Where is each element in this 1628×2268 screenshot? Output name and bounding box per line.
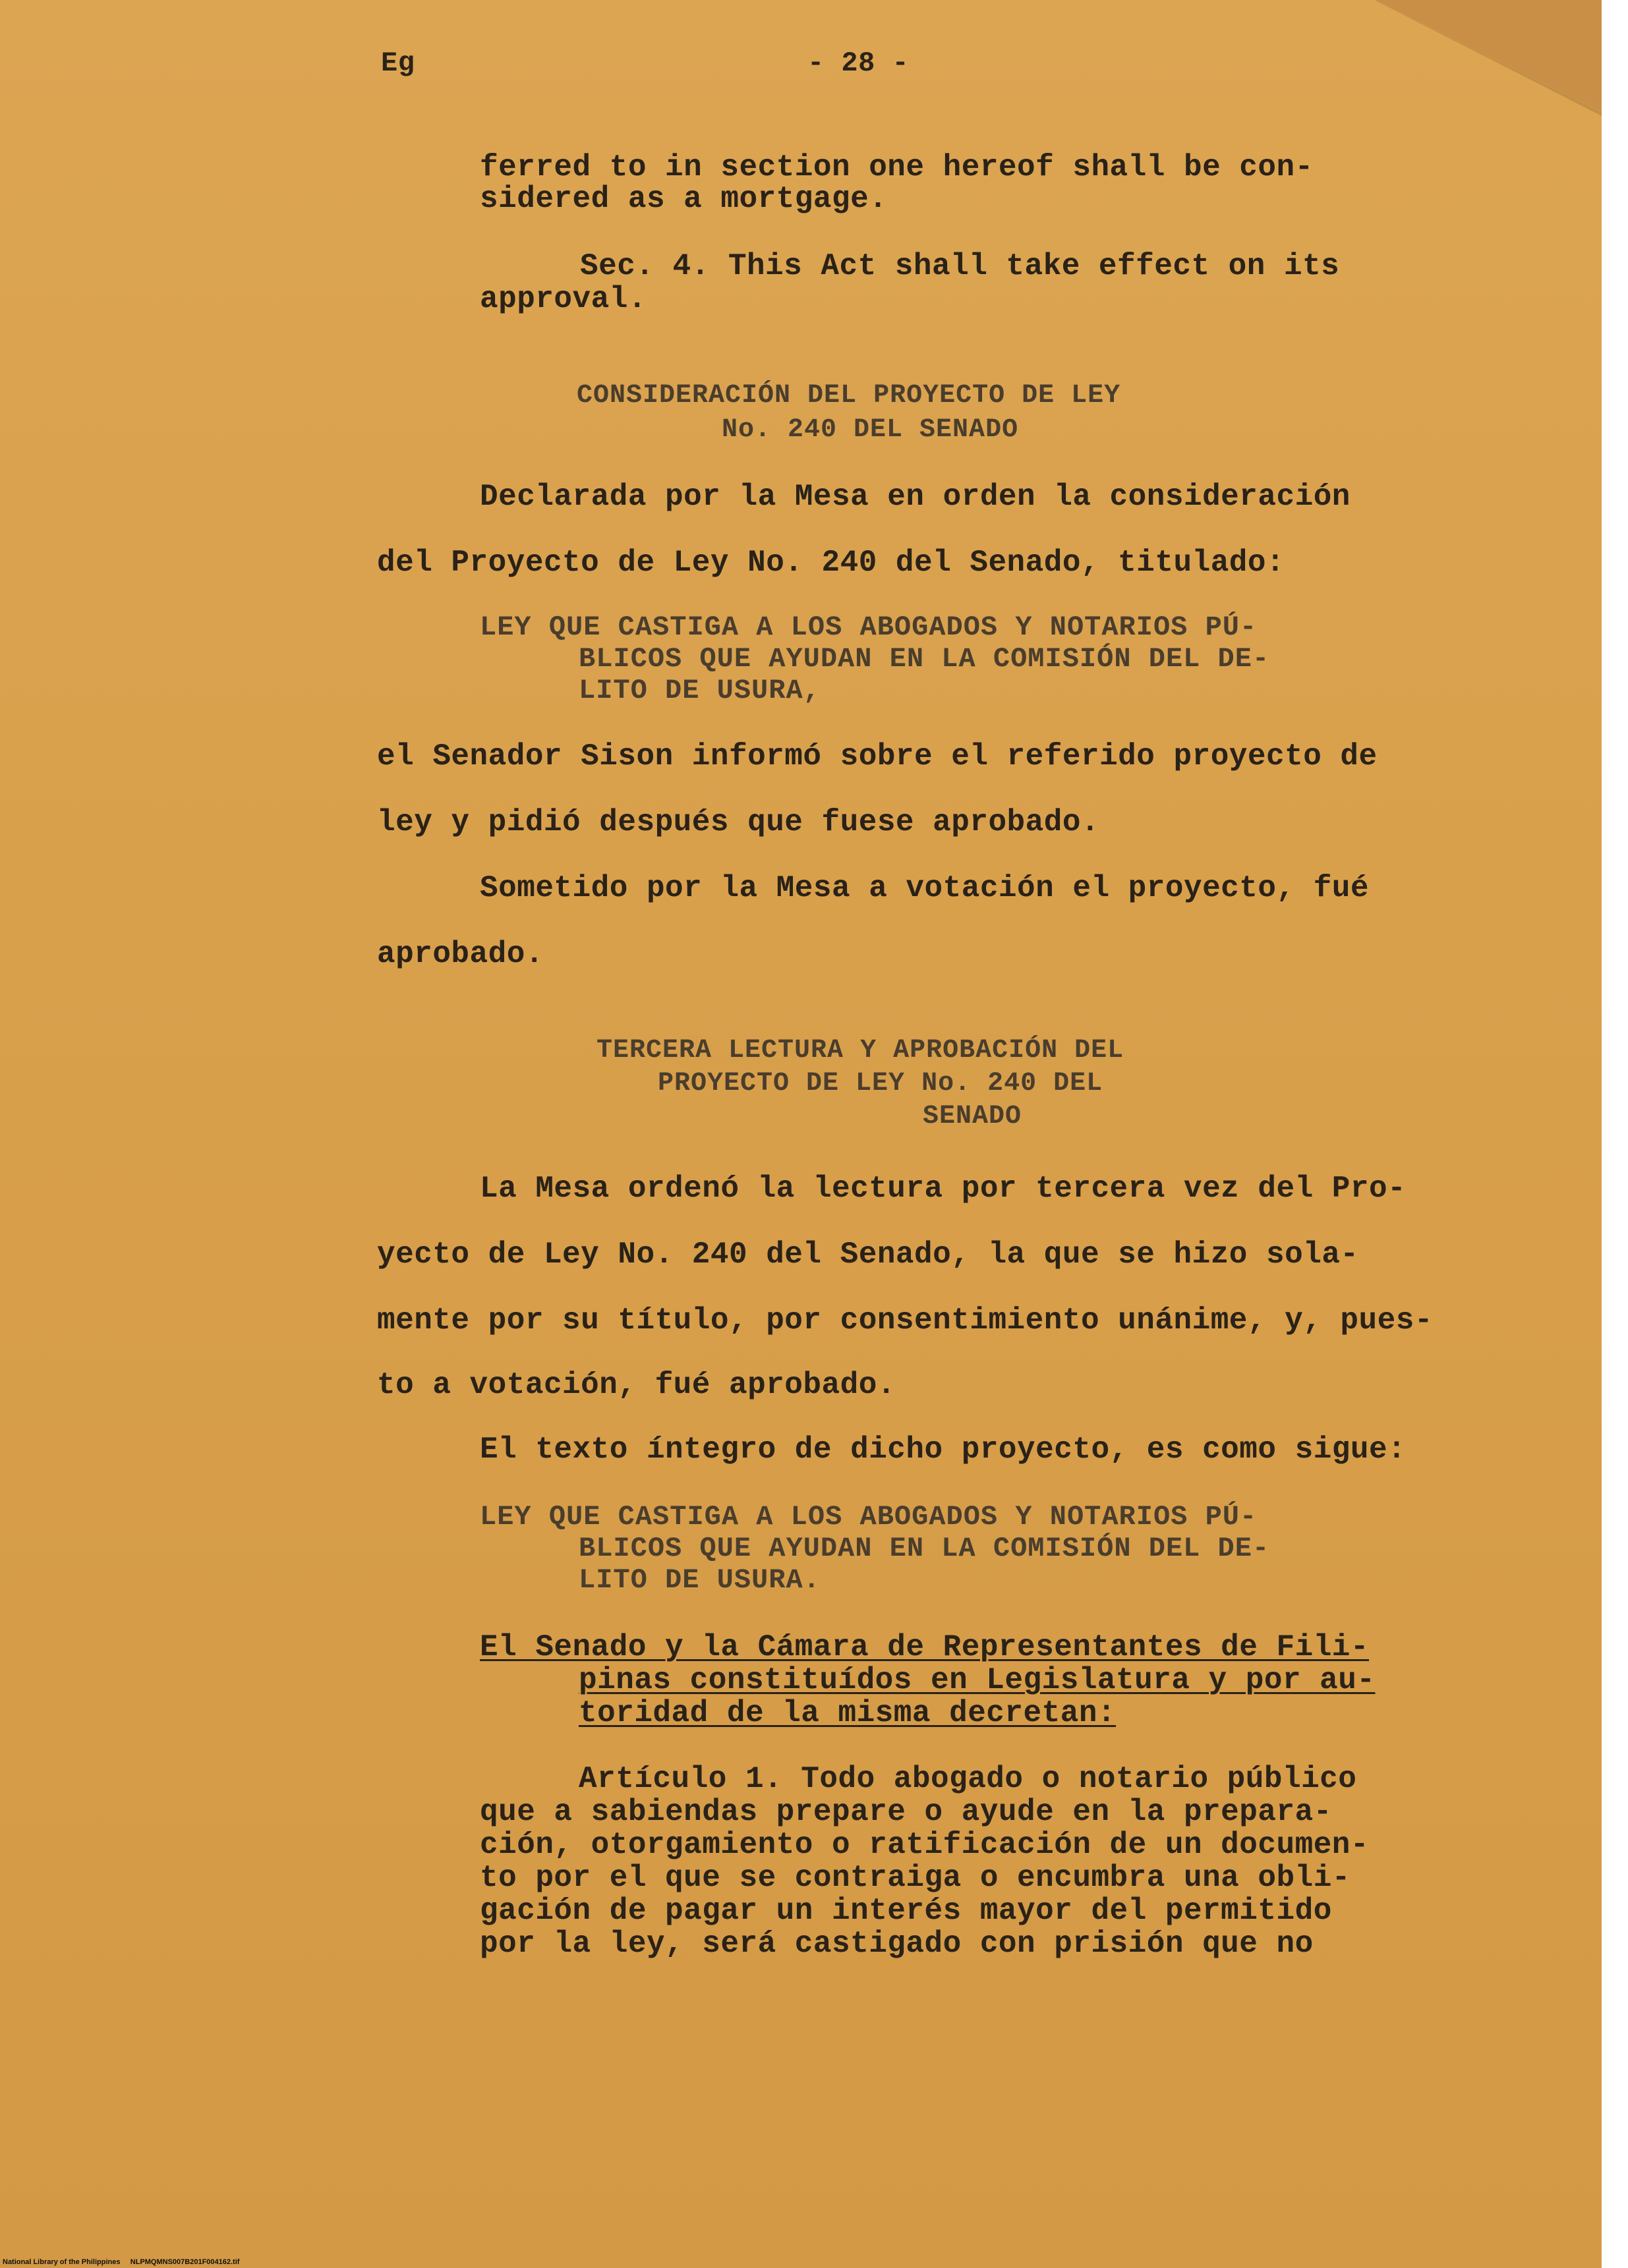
archive-footer <box>3 2258 239 2266</box>
section4-line-1: Sec. 4. This Act shall take effect on its <box>580 249 1340 283</box>
third-reading-para1-line-1: La Mesa ordenó la lectura por tercera vez del Pro- <box>480 1172 1407 1206</box>
bill-title-1-line-2: BLICOS QUE AYUDAN EN LA COMISIÓN DEL DE- <box>579 643 1270 675</box>
header-initials: Eg <box>381 47 415 79</box>
bill-title-2-line-2: BLICOS QUE AYUDAN EN LA COMISIÓN DEL DE- <box>579 1533 1270 1564</box>
section4-line-2: approval. <box>480 282 647 316</box>
third-reading-para1-line-3: mente por su título, por consentimiento unánime, y, pues- <box>377 1303 1433 1338</box>
article1-line-6: por la ley, será castigado con prisión que no <box>480 1927 1314 1961</box>
bill-title-1-line-3: LITO DE USURA, <box>579 675 821 706</box>
enacting-clause-line-2: pinas constituídos en Legislatura y por au- <box>579 1663 1376 1697</box>
footer-file-id: NLPMQMNS007B201F004162.tif <box>130 2258 240 2266</box>
footer-library: National Library of the Philippines <box>3 2258 121 2266</box>
third-reading-para2: El texto íntegro de dicho proyecto, es como sigue: <box>480 1432 1407 1467</box>
bill-title-1-line-1: LEY QUE CASTIGA A LOS ABOGADOS Y NOTARIOS PÚ- <box>480 611 1258 643</box>
third-reading-heading-line-2: PROYECTO DE LEY No. 240 DEL <box>658 1069 1103 1098</box>
consideration-para2-line-2: ley y pidió después que fuese aprobado. <box>377 805 1100 839</box>
article1-line-1: Artículo 1. Todo abogado o notario público <box>579 1762 1357 1796</box>
third-reading-para1-line-2: yecto de Ley No. 240 del Senado, la que se hizo sola- <box>377 1237 1359 1272</box>
enacting-clause-line-3: toridad de la misma decretan: <box>579 1696 1117 1730</box>
page-number: - 28 - <box>807 47 910 79</box>
consideration-para3-line-1: Sometido por la Mesa a votación el proyecto, fué <box>480 871 1370 905</box>
consideration-para3-line-2: aprobado. <box>377 937 544 971</box>
consideration-para1-line-1: Declarada por la Mesa en orden la consideración <box>480 480 1351 514</box>
article1-line-2: que a sabiendas prepare o ayude en la prepara- <box>480 1795 1332 1829</box>
consideration-para2-line-1: el Senador Sison informó sobre el referido proyecto de <box>377 739 1378 774</box>
consideration-para1-line-2: del Proyecto de Ley No. 240 del Senado, titulado: <box>377 546 1285 580</box>
third-reading-para1-line-4: to a votación, fué aprobado. <box>377 1368 896 1402</box>
article1-line-5: gación de pagar un interés mayor del permitido <box>480 1894 1332 1928</box>
continuation-line-2: sidered as a mortgage. <box>480 182 888 216</box>
article1-line-4: to por el que se contraiga o encumbra una obli- <box>480 1861 1351 1895</box>
enacting-clause-line-1: El Senado y la Cámara de Representantes de Fili- <box>480 1630 1370 1664</box>
third-reading-heading-line-3: SENADO <box>923 1102 1022 1131</box>
consideration-heading-line-2: No. 240 DEL SENADO <box>722 415 1019 445</box>
bill-title-2-line-3: LITO DE USURA. <box>579 1564 821 1596</box>
bill-title-2-line-1: LEY QUE CASTIGA A LOS ABOGADOS Y NOTARIOS PÚ- <box>480 1501 1258 1533</box>
consideration-heading-line-1: CONSIDERACIÓN DEL PROYECTO DE LEY <box>577 381 1121 411</box>
continuation-line-1: ferred to in section one hereof shall be con- <box>480 150 1314 184</box>
article1-line-3: ción, otorgamiento o ratificación de un documen- <box>480 1828 1370 1862</box>
third-reading-heading-line-1: TERCERA LECTURA Y APROBACIÓN DEL <box>596 1036 1124 1065</box>
